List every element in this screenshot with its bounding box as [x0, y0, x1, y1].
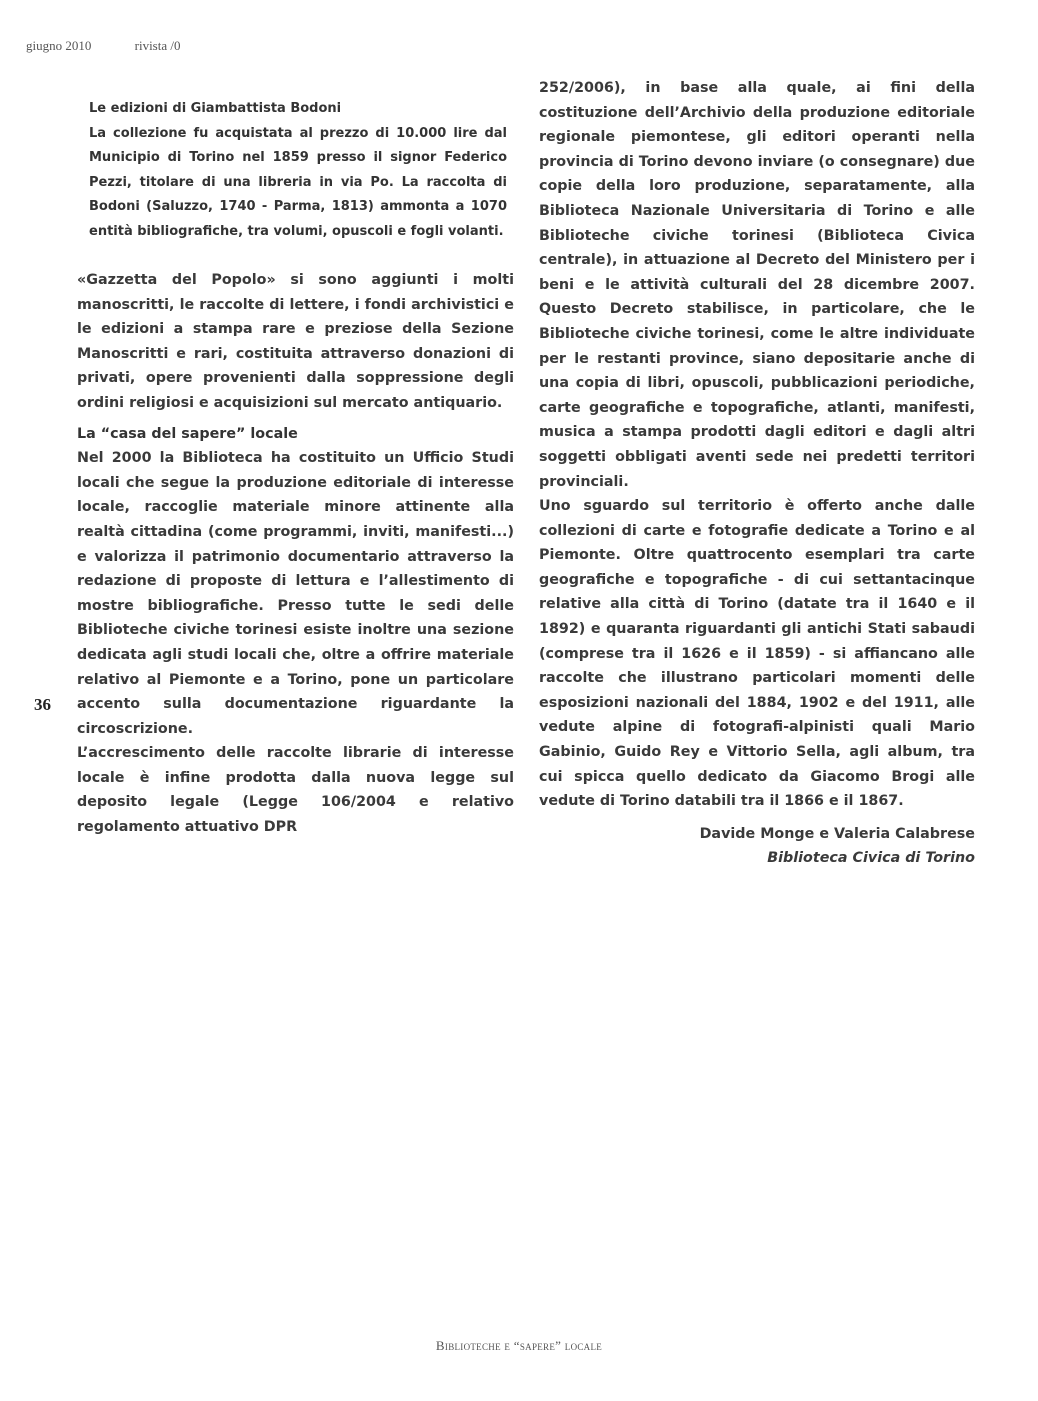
box-text: La collezione fu acquistata al prezzo di 10.000 lire dal Municipio di Torino nel 1859 presso il signor Federico Pezzi, titolare di una libreria in via Po. La raccolta di Bodoni (Saluzzo, 1740 - Parma, 1813) ammonta a 1070 entità bibliografiche, tra volumi, opuscoli e fogli volanti.	[89, 125, 507, 239]
left-paragraph-1: «Gazzetta del Popolo» si sono aggiunti i molti manoscritti, le raccolte di lettere, i fondi archivistici e le edizioni a stampa rare e preziose della Sezione Manoscritti e rari, costituita attraverso donazioni di privati, opere provenienti dalla soppressione degli ordini religiosi e acquisizioni sul mercato antiquario.	[77, 272, 514, 411]
right-column	[539, 76, 975, 871]
page-number: 36	[34, 695, 51, 714]
header-issue: rivista /0	[134, 38, 181, 53]
sidebar-box-bodoni	[89, 97, 507, 244]
left-paragraph-3: L’accrescimento delle raccolte librarie di interesse locale è infine prodotta dalla nuova legge sul deposito legale (Legge 106/2004 e relativo regolamento attuativo DPR	[77, 745, 514, 836]
section-subheading: La “casa del sapere” locale	[77, 425, 298, 442]
page-header	[26, 38, 180, 54]
author-institution: Biblioteca Civica di Torino	[767, 850, 975, 867]
left-column	[77, 268, 514, 840]
right-paragraph-1: 252/2006), in base alla quale, ai fini della costituzione dell’Archivio della produzione editoriale regionale piemontese, gli editori operanti nella provincia di Torino devono inviare (o consegnare) due copie della loro produzione, separatamente, alla Biblioteca Nazionale Universitaria di Torino e alle Biblioteche civiche torinesi (Biblioteca Civica centrale), in attuazione al Decreto del Ministero per i beni e le attività culturali del 28 dicembre 2007. Questo Decreto stabilisce, in particolare, che le Biblioteche civiche torinesi, come le altre individuate per le restanti province, siano depositarie anche di una copia di libri, opuscoli, pubblicazioni periodiche, carte geografiche e topografiche, atlanti, manifesti, musica a stampa prodotti dagli editori e dagli altri soggetti obbligati aventi sede nei predetti territori provinciali.	[539, 80, 975, 490]
authors-signature: Davide Monge e Valeria Calabrese	[699, 825, 975, 842]
header-date: giugno 2010	[26, 38, 92, 53]
running-footer: Biblioteche e “sapere” locale	[435, 1338, 603, 1353]
left-paragraph-2: Nel 2000 la Biblioteca ha costituito un Ufficio Studi locali che segue la produzione editoriale di interesse locale, raccoglie materiale minore attinente alla realtà cittadina (come programmi, inviti, manifesti...) e valorizza il patrimonio documentario attraverso la redazione di proposte di lettura e l’allestimento di mostre bibliografiche. Presso tutte le sedi delle Biblioteche civiche torinesi esiste inoltre una sezione dedicata agli studi locali che, oltre a offrire materiale relativo al Piemonte e a Torino, pone un particolare accento sulla documentazione riguardante la circoscrizione.	[77, 450, 514, 737]
box-title: Le edizioni di Giambattista Bodoni	[89, 101, 342, 116]
right-paragraph-2: Uno sguardo sul territorio è offerto anche dalle collezioni di carte e fotografie dedicate a Torino e al Piemonte. Oltre quattrocento esemplari tra carte geografiche e topografiche - di cui settantacinque relative alla città di Torino (datate tra il 1640 e il 1892) e quaranta riguardanti gli antichi Stati sabaudi (comprese tra il 1626 e il 1859) - si affiancano alle raccolte che illustrano particolari momenti delle esposizioni nazionali del 1884, 1902 e del 1911, alle vedute alpine di fotografi-alpinisti quali Mario Gabinio, Guido Rey e Vittorio Sella, agli album, tra cui spicca quello dedicato da Giacomo Brogi alle vedute di Torino databili tra il 1866 e il 1867.	[539, 498, 975, 810]
